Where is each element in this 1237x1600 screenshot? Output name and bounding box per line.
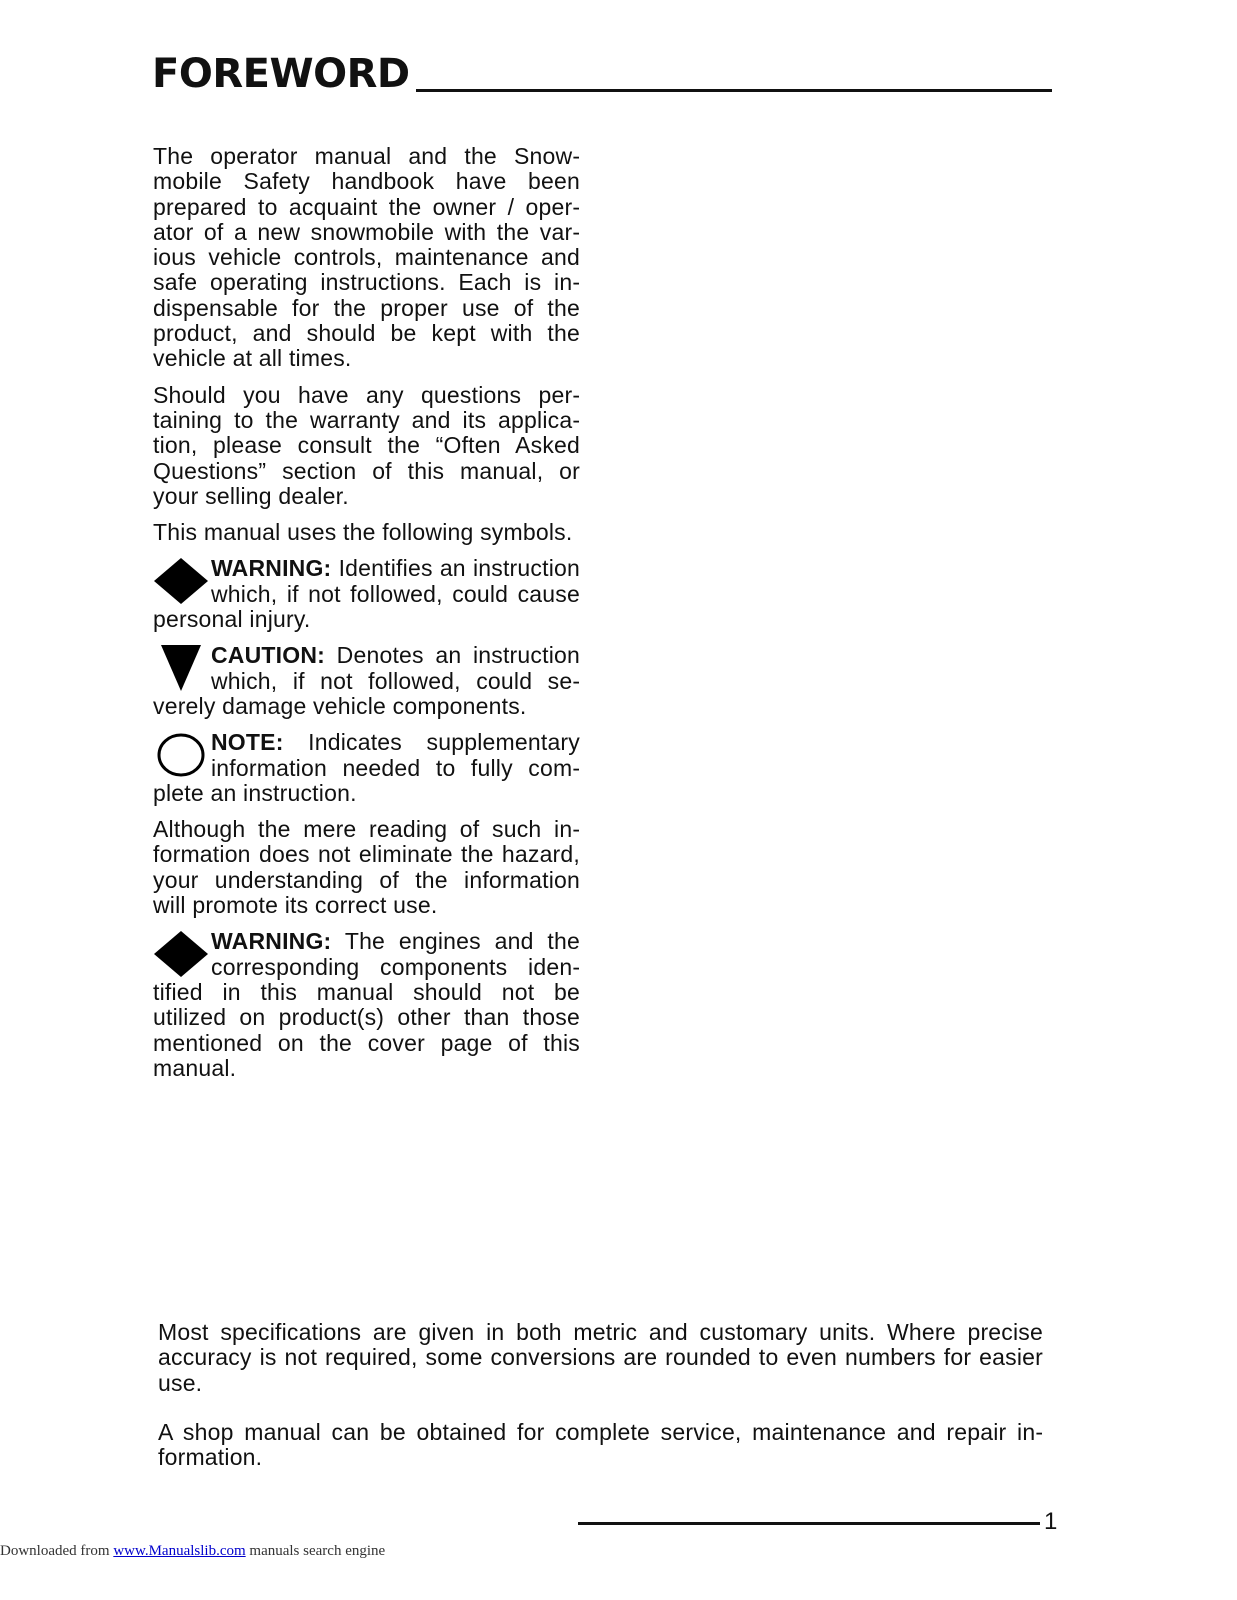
caution-keyword: CAUTION: — [211, 642, 326, 669]
intro-paragraph-2: Should you have any questions pertaining to the warranty and its application, please consult the “Often Asked Questions” section of this manual, or your selling dealer. — [153, 381, 580, 509]
download-note — [0, 1542, 385, 1560]
note-keyword: NOTE: — [211, 729, 284, 756]
intro-paragraph-1: The operator manual and the Snowmobile Safety handbook have been prepared to acquaint the owner / operator of a new snowmobile with the various vehicle controls, maintenance and safe operating instructions. Each is indispensable for the proper use of the product, and should be kept with the vehicle at all times. — [153, 143, 580, 372]
circle-icon — [153, 732, 209, 780]
intro-paragraph-3: This manual uses the following symbols. — [153, 519, 573, 546]
manualslib-link[interactable]: www.Manualslib.com — [113, 1543, 246, 1559]
engine-warning-text: The engines and the corresponding components identified in this manual should not be utilized on product(s) other than those mentioned on the cover page of this manual. — [153, 928, 580, 1081]
diamond-icon — [153, 558, 209, 606]
body-paragraph: Although the mere reading of such information does not eliminate the hazard, your understanding of the information will promote its correct use. — [153, 816, 580, 919]
caution-notice — [153, 643, 580, 719]
title-rule — [416, 89, 1052, 92]
caution-text: Denotes an instruction which, if not followed, could severely damage vehicle components. — [153, 642, 580, 719]
page-title: FOREWORD — [152, 51, 410, 97]
warning-keyword: WARNING: — [211, 555, 332, 582]
triangle-down-icon — [153, 645, 209, 693]
download-suffix: manuals search engine — [245, 1543, 386, 1559]
warning-text: Identifies an instruction which, if not followed, could cause personal injury. — [153, 555, 580, 633]
note-notice — [153, 730, 580, 806]
page-header — [152, 52, 1052, 96]
engine-warning-notice — [153, 929, 580, 1081]
note-text: Indicates supplementary information needed to fully complete an instruction. — [153, 729, 580, 806]
engine-warning-keyword: WARNING: — [211, 928, 332, 955]
download-prefix: Downloaded from — [0, 1543, 114, 1559]
diamond-icon — [153, 931, 209, 979]
units-paragraph: Most specifications are given in both metric and customary units. Where precise accuracy is not required, some conversions are rounded to even numbers for easier use. — [158, 1319, 1043, 1396]
main-column — [153, 144, 580, 1092]
bottom-section — [158, 1320, 1043, 1494]
footer-rule — [578, 1522, 1040, 1525]
warning-notice — [153, 556, 580, 632]
shop-manual-paragraph: A shop manual can be obtained for complete service, maintenance and repair information. — [158, 1418, 1043, 1471]
page-number: 1 — [1044, 1508, 1058, 1535]
